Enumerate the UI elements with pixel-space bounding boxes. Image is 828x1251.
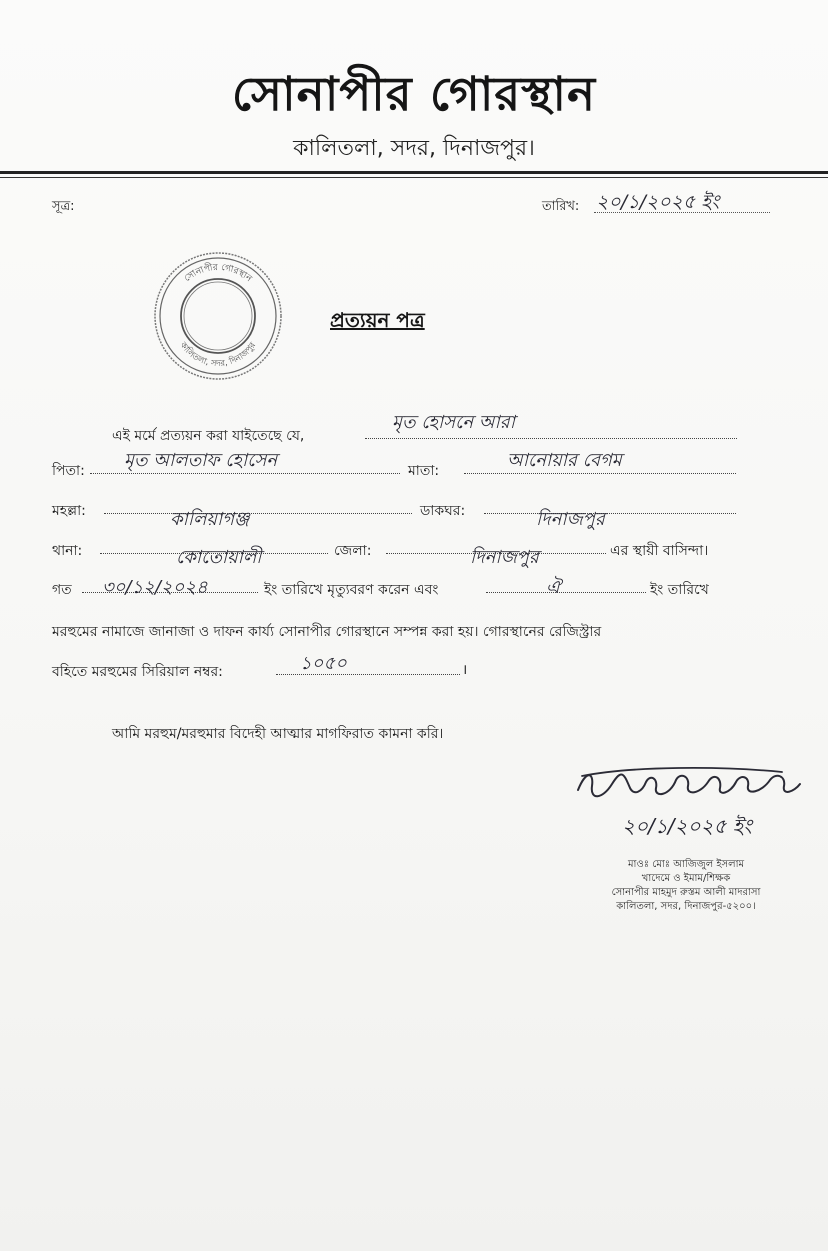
- header-rule-thin: [0, 177, 828, 178]
- death-end-text: ইং তারিখে: [650, 582, 709, 598]
- graveyard-address: কালিতলা, সদর, দিনাজপুর।: [293, 136, 535, 161]
- signatory-seal-block: [566, 858, 806, 914]
- burial-date: ঐ: [546, 577, 561, 598]
- seal-top-text: সোনাপীর গোরস্থান: [182, 262, 254, 285]
- post-office-label: ডাকঘর:: [420, 503, 466, 519]
- signatory-title: খাদেমে ও ইমাম/শিক্ষক: [641, 873, 731, 884]
- district-value: দিনাজপুর: [470, 547, 539, 568]
- death-mid-text: ইং তারিখে মৃত্যুবরণ করেন এবং: [264, 582, 439, 598]
- thana-label: থানা:: [52, 543, 83, 559]
- serial-end-mark: ।: [462, 662, 468, 678]
- resident-suffix: এর স্থায়ী বাসিন্দা।: [610, 543, 709, 559]
- father-label: পিতা:: [52, 463, 85, 479]
- signatory-address: কালিতলা, সদর, দিনাজপুর-৫২০০।: [616, 901, 756, 912]
- mohalla-value: কালিয়াগঞ্জ: [170, 509, 250, 530]
- attest-intro: এই মর্মে প্রত্যয়ন করা যাইতেছে যে,: [112, 428, 305, 444]
- certificate-heading: প্রত্যয়ন পত্র: [330, 308, 425, 332]
- burial-date-dotted-line: [486, 592, 646, 593]
- funeral-statement: মরহুমের নামাজে জানাজা ও দাফন কার্য্য সোনাপীর গোরস্থানে সম্পন্ন করা হয়। গোরস্থানের রেজিস্ট্রার: [52, 624, 602, 640]
- post-office-value: দিনাজপুর: [536, 509, 605, 530]
- graveyard-title: সোনাপীর গোরস্থান: [231, 67, 597, 122]
- mother-name: আনোয়ার বেগম: [507, 450, 622, 471]
- father-name: মৃত আলতাফ হোসেন: [124, 450, 278, 471]
- signature-date: ২০/১/২০২৫ ইং: [622, 814, 752, 838]
- date-label: তারিখ:: [542, 199, 580, 214]
- death-date: ৩০/১২/২০২৪: [102, 577, 208, 598]
- serial-label: বহিতে মরহুমের সিরিয়াল নম্বর:: [52, 664, 223, 680]
- district-label: জেলা:: [334, 543, 372, 559]
- mohalla-label: মহল্লা:: [52, 503, 86, 519]
- handwritten-signature: [572, 762, 804, 812]
- signatory-institution: সোনাপীর মাহমুদ রুস্তম আলী মাদরাসা: [611, 887, 761, 898]
- thana-value: কোতোয়ালী: [176, 547, 262, 568]
- prayer-line: আমি মরহুম/মরহুমার বিদেহী আত্মার মাগফিরাত কামনা করি।: [112, 726, 444, 742]
- past-label: গত: [52, 582, 72, 598]
- deceased-name: মৃত হোসনে আরা: [392, 412, 515, 433]
- reference-label: সূত্র:: [52, 199, 75, 214]
- mohalla-dotted-line: [104, 513, 412, 514]
- mother-label: মাতা:: [408, 463, 440, 479]
- post-office-dotted-line: [484, 513, 736, 514]
- date-value: ২০/১/২০২৫ ইং: [596, 191, 720, 213]
- header-rule-thick: [0, 171, 828, 174]
- seal-bottom-text: কালিতলা, সদর, দিনাজপুর: [177, 340, 259, 370]
- signatory-name: মাওঃ মোঃ আজিজুল ইসলাম: [627, 859, 745, 870]
- date-dotted-line: [594, 212, 770, 213]
- serial-number: ১০৫০: [300, 653, 347, 674]
- official-seal: [152, 250, 284, 382]
